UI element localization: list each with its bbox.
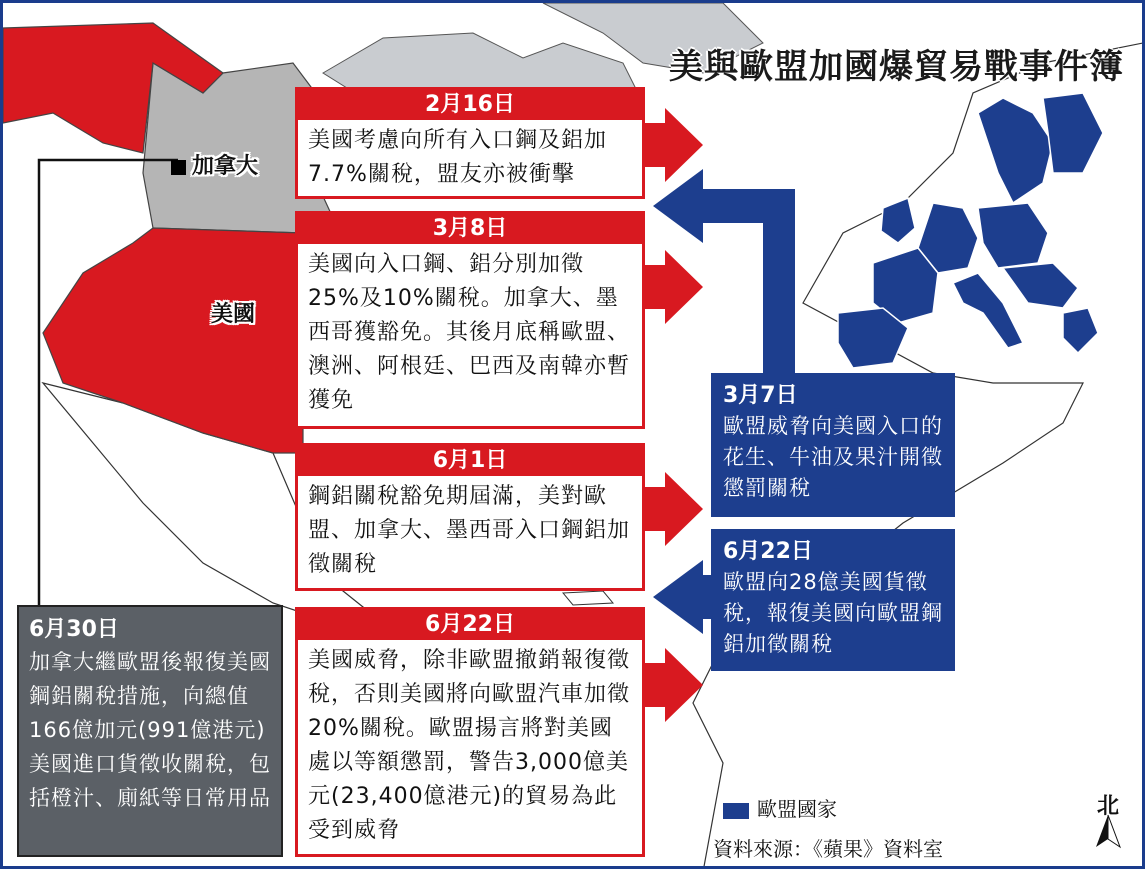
event-text: 美國威脅，除非歐盟撤銷報復徵稅，否則美國將向歐盟汽車加徵20%關稅。歐盟揚言將對美國處以等額懲罰，警告3,000億美元(23,400億港元)的貿易為此受到威脅 <box>308 648 631 843</box>
arrow-jun22-eu <box>653 560 713 634</box>
event-text: 美國考慮向所有入口鋼及鋁加7.7%關稅，盟友亦被衝擊 <box>308 128 608 187</box>
legend-swatch-eu <box>723 803 749 819</box>
arrow-jun22-us <box>643 648 703 722</box>
event-date: 3月8日 <box>298 214 642 244</box>
event-text: 美國向入口鋼、鋁分別加徵25%及10%關稅。加拿大、墨西哥獲豁免。其後月底稱歐盟、澳洲、阿根廷、巴西及南韓亦暫獲免 <box>308 252 631 413</box>
caribbean-2 <box>563 591 613 605</box>
canada-event-card-jun30 <box>17 605 283 857</box>
canada-marker <box>171 160 186 175</box>
legend-label: 歐盟國家 <box>757 797 837 821</box>
event-date: 6月22日 <box>298 610 642 640</box>
arrow-mar8 <box>643 250 703 324</box>
legend <box>723 793 837 822</box>
canada-event-text: 加拿大繼歐盟後報復美國鋼鋁關稅措施，向總值166億加元(991億港元)美國進口貨徵收關稅，包括橙汁、廁紙等日常用品 <box>29 650 271 810</box>
event-card-feb16 <box>295 87 645 199</box>
event-date: 6月1日 <box>298 446 642 476</box>
usa-label: 美國 <box>211 302 256 327</box>
canada-label <box>171 149 258 180</box>
eu-event-card-jun22 <box>711 529 955 671</box>
event-text: 鋼鋁關稅豁免期屆滿，美對歐盟、加拿大、墨西哥入口鋼鋁加徵關稅 <box>308 484 631 577</box>
arrow-jun1 <box>643 472 703 546</box>
north-label: 北 <box>1096 794 1119 819</box>
eu-event-date: 6月22日 <box>723 539 813 564</box>
eu-event-text: 歐盟向28億美國貨徵稅，報復美國向歐盟鋼鋁加徵關稅 <box>723 570 943 656</box>
page-title: 美與歐盟加國爆貿易戰事件簿 <box>669 47 1124 87</box>
eu-event-card-mar7 <box>711 373 955 517</box>
canada-label-text: 加拿大 <box>192 154 259 179</box>
event-card-jun1 <box>295 443 645 591</box>
event-card-mar8 <box>295 211 645 429</box>
eu-event-text: 歐盟威脅向美國入口的花生、牛油及果汁開徵懲罰關稅 <box>723 414 943 500</box>
event-card-jun22-us <box>295 607 645 857</box>
canada-event-date: 6月30日 <box>29 617 119 642</box>
event-date: 2月16日 <box>298 90 642 120</box>
source-note: 資料來源：《蘋果》資料室 <box>713 837 943 861</box>
north-indicator <box>1091 789 1125 820</box>
eu-event-date: 3月7日 <box>723 383 798 408</box>
